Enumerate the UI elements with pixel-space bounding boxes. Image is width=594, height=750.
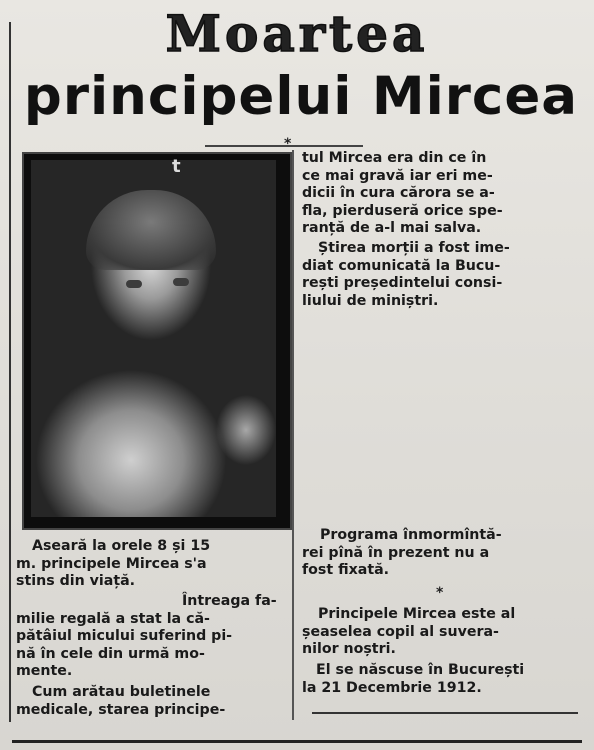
right-bottom-line-2: rei pînă în prezent nu a	[302, 544, 490, 561]
bleed-through-shadow	[305, 385, 575, 515]
left-bottom-line-3: stins din viață.	[16, 573, 136, 589]
photo-eye-left	[126, 280, 142, 288]
right-bottom-line-3: fost fixată.	[302, 562, 390, 578]
column-divider	[292, 150, 294, 720]
headline-line-2: principelui Mircea	[23, 66, 579, 127]
separator-star-top: *	[284, 136, 292, 152]
left-bottom-line-1: Aseară la orele 8 și 15	[32, 538, 211, 554]
right-top-line-4: fla, pierduseră orice spe-	[302, 202, 503, 219]
child-portrait-photo	[31, 160, 276, 517]
right-top-line-1: tul Mircea era din ce în	[302, 150, 487, 166]
right-bottom-line-5: șeaselea copil al suvera-	[302, 623, 499, 640]
left-bottom-line-5: milie regală a stat la că-	[16, 610, 210, 627]
right-top-line-9: liului de miniștri.	[302, 292, 439, 309]
right-top-line-2: ce mai gravă iar eri me-	[302, 167, 493, 184]
left-bottom-line-7: nă în cele din urmă mo-	[16, 645, 205, 662]
right-top-line-5: ranță de a-l mai salva.	[302, 220, 482, 236]
article-end-rule	[312, 712, 578, 714]
left-bottom-line-2: m. principele Mircea s'a	[16, 555, 207, 572]
photo-corner-mark: t	[172, 156, 181, 177]
photo-eye-right	[173, 278, 189, 286]
left-bottom-line-6: pătâiul micului suferind pi-	[16, 628, 233, 644]
right-top-line-6: Știrea morții a fost ime-	[318, 240, 510, 256]
right-top-line-8: rești președintelui consi-	[302, 275, 503, 291]
separator-star-bottom: *	[436, 585, 444, 601]
right-bottom-line-7: El se născuse în București	[316, 662, 525, 678]
right-bottom-line-1: Programa înmormîntă-	[320, 527, 502, 543]
left-margin-rule	[9, 22, 11, 722]
right-bottom-line-6: nilor noștri.	[302, 641, 396, 657]
left-bottom-line-8: mente.	[16, 663, 73, 679]
right-top-line-3: dicii în cura cărora se a-	[302, 185, 495, 201]
right-top-line-7: diat comunicată la Bucu-	[302, 257, 501, 274]
right-bottom-line-4: Principele Mircea este al	[318, 606, 516, 622]
left-bottom-line-4: Întreaga fa-	[182, 593, 277, 609]
photo-hair-shape	[86, 190, 216, 270]
left-bottom-line-9: Cum arătau buletinele	[32, 684, 211, 700]
right-bottom-line-8: la 21 Decembrie 1912.	[302, 679, 482, 696]
left-bottom-line-10: medicale, starea principe-	[16, 701, 226, 718]
headline-line-1: Moartea	[165, 4, 429, 63]
page-bottom-rule	[12, 740, 582, 743]
